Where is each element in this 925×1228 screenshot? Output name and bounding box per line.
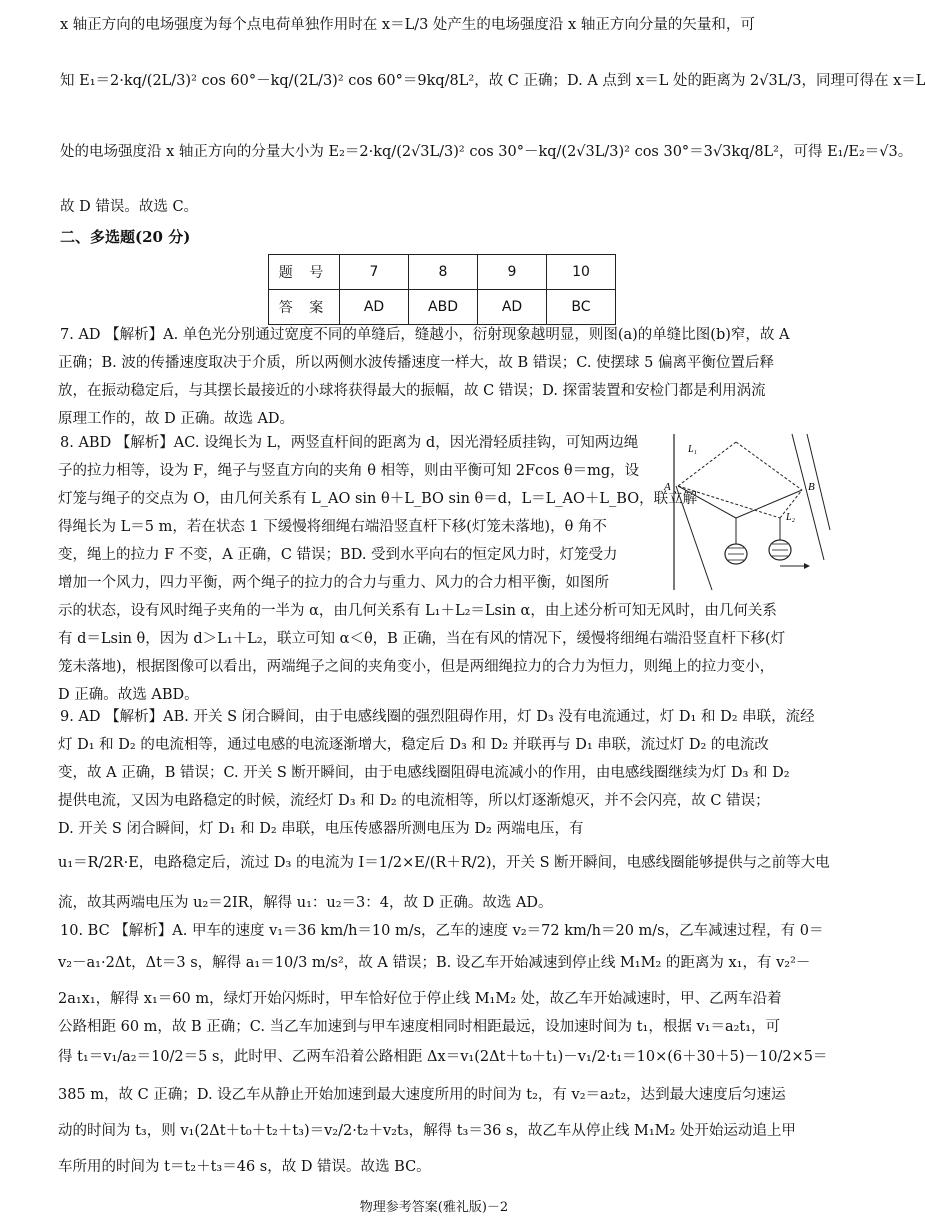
text-line: 示的状态，设有风时绳子夹角的一半为 α，由几何关系有 L₁＋L₂＝Lsin α，由上述分析可知无风时，由几何关系 — [58, 603, 777, 619]
wind-arrow-head — [804, 563, 810, 569]
page-footer: 物理参考答案(雅礼版)－2 — [359, 1200, 509, 1215]
text-line: 流，故其两端电压为 u₂＝2IR，解得 u₁：u₂＝3：4，故 D 正确。故选 AD。 — [58, 895, 553, 911]
table-row — [269, 255, 616, 290]
rope-left-1 — [678, 486, 736, 518]
text-line: D. 开关 S 闭合瞬间，灯 D₁ 和 D₂ 串联，电压传感器所测电压为 D₂ 两端电压，有 — [58, 821, 584, 837]
text-line: 8. ABD 【解析】AC. 设绳长为 L，两竖直杆间的距离为 d，因光滑轻质挂钩，可知两边绳 — [60, 435, 639, 451]
dashed-helper-left — [678, 442, 736, 486]
answer-table — [268, 254, 616, 325]
text-line: 放，在振动稳定后，与其摆长最接近的小球将获得最大的振幅，故 C 错误；D. 探雷装置和安检门都是利用涡流 — [58, 383, 766, 399]
text-line: 385 m，故 C 正确；D. 设乙车从静止开始加速到最大速度所用的时间为 t₂，有 v₂＝a₂t₂，达到最大速度后匀速运 — [58, 1087, 786, 1103]
text-line: 9. AD 【解析】AB. 开关 S 闭合瞬间，由于电感线圈的强烈阻碍作用，灯 D₃ 没有电流通过，灯 D₁ 和 D₂ 串联，流经 — [60, 709, 815, 725]
text-line: 知 E₁＝2·kq/(2L/3)² cos 60°－kq/(2L/3)² cos 60°＝9kq/8L²，故 C 正确；D. A 点到 x＝L 处的距离为 2√3L/3，同理可得在 x＝L — [60, 73, 925, 89]
table-row — [269, 290, 616, 325]
table-cell: 7 — [340, 255, 409, 290]
text-line: 得 t₁＝v₁/a₂＝10/2＝5 s，此时甲、乙两车沿着公路相距 Δx＝v₁(2Δt＋t₀＋t₁)－v₁/2·t₁＝10×(6＋30＋5)－10/2×5＝ — [58, 1049, 828, 1065]
text-line: 公路相距 60 m，故 B 正确；C. 当乙车加速到与甲车速度相同时相距最远，设加速时间为 t₁，根据 v₁＝a₂t₁，可 — [58, 1019, 781, 1035]
text-line: 正确；B. 波的传播速度取决于介质，所以两侧水波传播速度一样大，故 B 错误；C. 使摆球 5 偏离平衡位置后释 — [58, 355, 774, 371]
label-a: A — [664, 481, 671, 493]
table-cell: 8 — [409, 255, 478, 290]
rope-left-2 — [678, 486, 780, 518]
text-line: 原理工作的，故 D 正确。故选 AD。 — [58, 411, 295, 427]
text-line: 处的电场强度沿 x 轴正方向的分量大小为 E₂＝2·kq/(2√3L/3)² cos 30°－kq/(2√3L/3)² cos 30°＝3√3kq/8L²，可得 E₁/E₂＝√3。 — [60, 144, 913, 160]
text-line: 笼未落地)，根据图像可以看出，两端绳子之间的夹角变小，但是两细绳拉力的合力为恒力，则绳上的拉力变小， — [58, 659, 775, 675]
text-line: u₁＝R/2R·E，电路稳定后，流过 D₃ 的电流为 I＝1/2×E/(R＋R/2)，开关 S 断开瞬间，电感线圈能够提供与之前等大电 — [58, 855, 830, 871]
text-line: 7. AD 【解析】A. 单色光分别通过宽度不同的单缝后，缝越小，衍射现象越明显，则图(a)的单缝比图(b)窄，故 A — [60, 327, 790, 343]
text-line: D 正确。故选 ABD。 — [58, 687, 199, 703]
label-b: B — [808, 481, 815, 493]
table-header-cell: 题 号 — [269, 255, 340, 290]
text-line: 有 d＝Lsin θ，因为 d＞L₁＋L₂，联立可知 α＜θ，B 正确，当在有风的情况下，缓慢将细绳右端沿竖直杆下移(灯 — [58, 631, 786, 647]
table-cell: 9 — [478, 255, 547, 290]
text-line: 故 D 错误。故选 C。 — [60, 199, 199, 215]
text-line: v₂－a₁·2Δt，Δt＝3 s，解得 a₁＝10/3 m/s²，故 A 错误；B. 设乙车开始减速到停止线 M₁M₂ 的距离为 x₁，有 v₂²－ — [58, 955, 811, 971]
text-line: 变，绳上的拉力 F 不变，A 正确，C 错误；BD. 受到水平向右的恒定风力时，灯笼受力 — [58, 547, 618, 563]
text-line: 子的拉力相等，设为 F，绳子与竖直方向的夹角 θ 相等，则由平衡可知 2Fcos θ＝mg，设 — [58, 463, 640, 479]
table-cell: BC — [547, 290, 616, 325]
text-line: 增加一个风力，四力平衡，两个绳子的拉力的合力与重力、风力的合力相平衡，如图所 — [58, 575, 609, 591]
dashed-helper-right — [736, 442, 802, 490]
text-line: 动的时间为 t₃，则 v₁(2Δt＋t₀＋t₂＋t₃)＝v₂/2·t₂＋v₂t₃，解得 t₃＝36 s，故乙车从停止线 M₁M₂ 处开始运动追上甲 — [58, 1123, 796, 1139]
label-l2: L₂ — [786, 512, 796, 523]
table-header-cell: 答 案 — [269, 290, 340, 325]
table-cell: AD — [340, 290, 409, 325]
text-line: 2a₁x₁，解得 x₁＝60 m，绿灯开始闪烁时，甲车恰好位于停止线 M₁M₂ 处，故乙车开始减速时，甲、乙两车沿着 — [58, 991, 782, 1007]
text-line: 车所用的时间为 t＝t₂＋t₃＝46 s，故 D 错误。故选 BC。 — [58, 1159, 431, 1175]
text-line: 灯 D₁ 和 D₂ 的电流相等，通过电感的电流逐渐增大，稳定后 D₃ 和 D₂ 并联再与 D₁ 串联，流过灯 D₂ 的电流改 — [58, 737, 769, 753]
lantern-figure — [664, 430, 832, 590]
text-line: 提供电流，又因为电路稳定的时候，流经灯 D₃ 和 D₂ 的电流相等，所以灯逐渐熄灭，并不会闪亮，故 C 错误； — [58, 793, 770, 809]
text-line: x 轴正方向的电场强度为每个点电荷单独作用时在 x＝L/3 处产生的电场强度沿 x 轴正方向分量的矢量和，可 — [60, 17, 755, 33]
table-cell: AD — [478, 290, 547, 325]
text-line: 灯笼与绳子的交点为 O，由几何关系有 L_AO sin θ＋L_BO sin θ＝d，L＝L_AO＋L_BO，联立解 — [58, 491, 698, 507]
section-title: 二、多选题(20 分) — [60, 228, 191, 246]
text-line: 变，故 A 正确，B 错误；C. 开关 S 断开瞬间，由于电感线圈阻碍电流减小的作用，由电感线圈继续为灯 D₃ 和 D₂ — [58, 765, 790, 781]
text-line: 10. BC 【解析】A. 甲车的速度 v₁＝36 km/h＝10 m/s，乙车的速度 v₂＝72 km/h＝20 m/s，乙车减速过程，有 0＝ — [60, 923, 824, 939]
table-cell: 10 — [547, 255, 616, 290]
text-line: 得绳长为 L＝5 m，若在状态 1 下缓慢将细绳右端沿竖直杆下移(灯笼未落地)，θ 角不 — [58, 519, 607, 535]
label-l1: L₁ — [688, 444, 698, 455]
table-cell: ABD — [409, 290, 478, 325]
